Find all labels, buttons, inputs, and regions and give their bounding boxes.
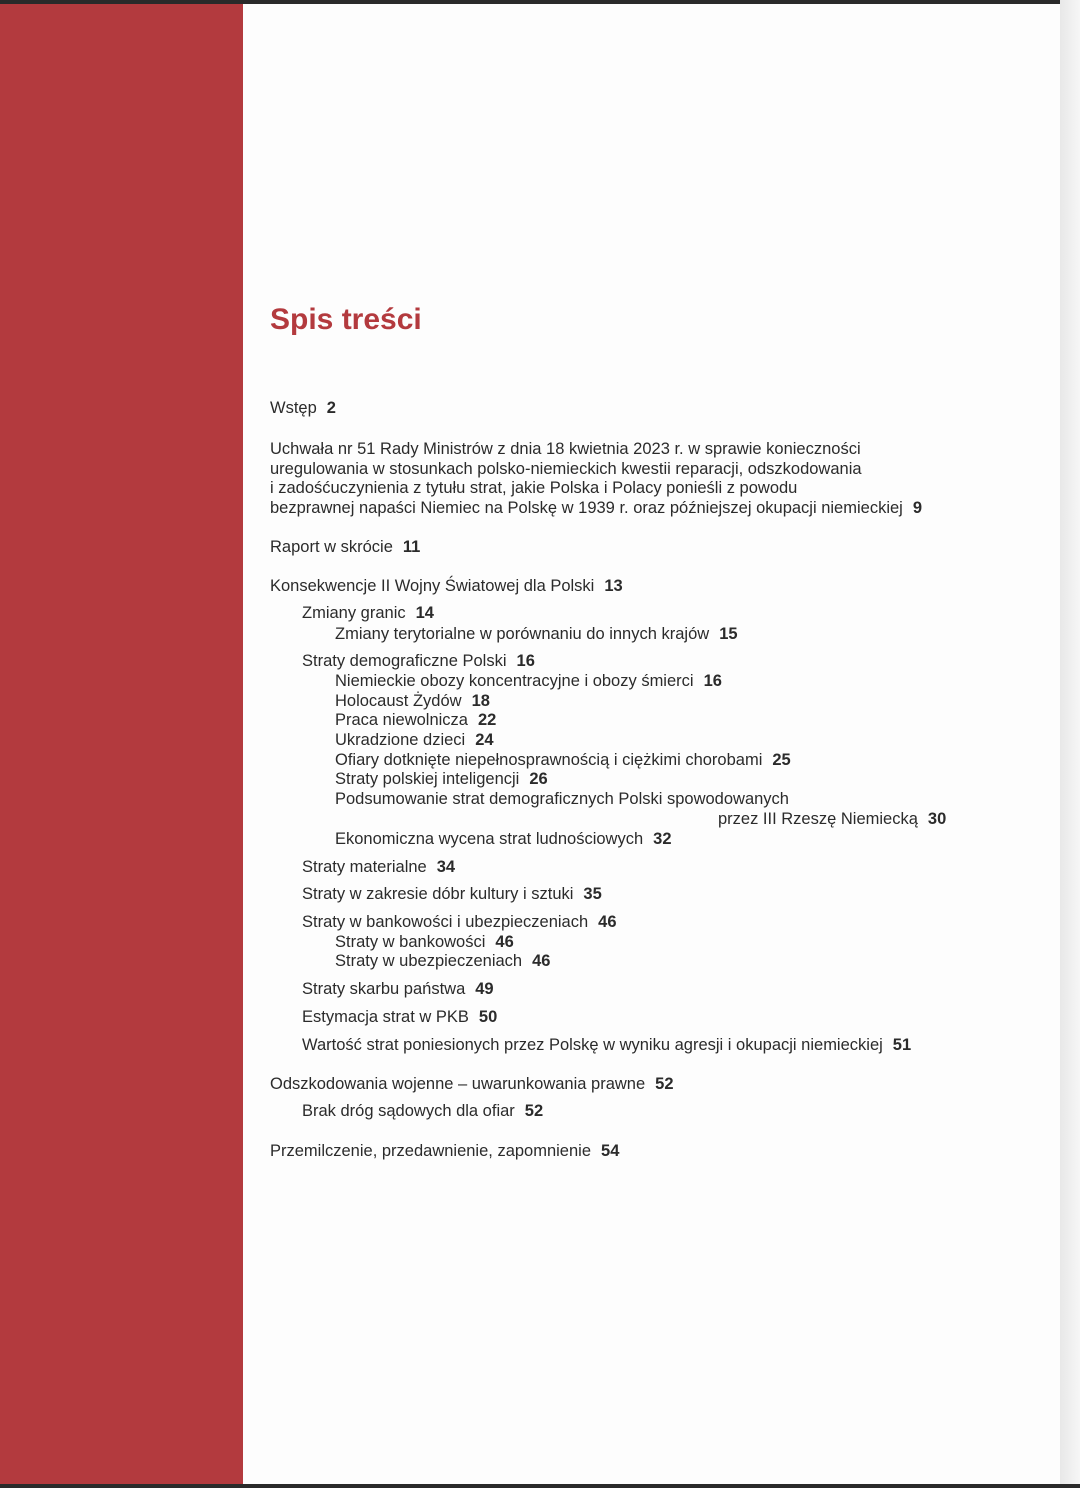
toc-page-number: 30 — [927, 810, 947, 828]
toc-entry-ofiary[interactable] — [335, 750, 791, 770]
toc-page-number: 46 — [598, 913, 617, 931]
toc-entry-dzieci[interactable] — [335, 730, 494, 750]
toc-entry-label-line: uregulowania w stosunkach polsko-niemieckich kwestii reparacji, odszkodowania — [270, 459, 862, 478]
toc-entry-label: Raport w skrócie — [270, 538, 393, 556]
toc-entry-uchwala[interactable] — [270, 440, 922, 518]
toc-entry-zmiany-granic[interactable] — [302, 603, 434, 623]
toc-page-number: 46 — [532, 952, 551, 970]
toc-page-number: 51 — [892, 1036, 912, 1054]
toc-entry-praca[interactable] — [335, 710, 496, 730]
toc-page-number: 50 — [478, 1008, 498, 1026]
toc-page-number: 32 — [653, 830, 672, 848]
page-title: Spis treści — [270, 303, 422, 336]
toc-entry-label-line: bezprawnej napaści Niemiec na Polskę w 1939 r. oraz późniejszej okupacji niemieckiej — [270, 498, 903, 517]
toc-entry-label: Wartość strat poniesionych przez Polskę w wyniku agresji i okupacji niemieckiej — [302, 1036, 883, 1054]
toc-entry-wstep[interactable] — [270, 398, 336, 418]
toc-entry-label: Brak dróg sądowych dla ofiar — [302, 1102, 515, 1120]
toc-entry-label: Ekonomiczna wycena strat ludnościowych — [335, 830, 644, 848]
toc-entry-label: Ofiary dotknięte niepełnosprawnością i ciężkimi chorobami — [335, 751, 763, 769]
toc-entry-label: Zmiany terytorialne w porównaniu do innych krajów — [335, 625, 710, 643]
toc-entry-materialne[interactable] — [302, 857, 455, 877]
red-side-band — [0, 4, 243, 1484]
toc-entry-raport[interactable] — [270, 537, 420, 557]
toc-entry-przemilczenie[interactable] — [270, 1141, 619, 1161]
toc-entry-label: Niemieckie obozy koncentracyjne i obozy śmierci — [335, 672, 694, 690]
toc-entry-skarb[interactable] — [302, 979, 494, 999]
toc-entry-zmiany-terytorialne[interactable] — [335, 624, 738, 644]
toc-entry-label: Straty materialne — [302, 858, 427, 876]
toc-page-number: 11 — [402, 538, 421, 556]
toc-page-number: 26 — [529, 770, 548, 788]
toc-entry-straty-demograficzne[interactable] — [302, 651, 535, 671]
toc-page-number: 35 — [583, 885, 602, 903]
toc-page-number: 2 — [326, 399, 336, 417]
toc-entry-inteligencja[interactable] — [335, 769, 548, 789]
toc-page-number: 15 — [719, 625, 738, 643]
scan-bottom-edge — [0, 1484, 1080, 1488]
toc-entry-label: Odszkodowania wojenne – uwarunkowania prawne — [270, 1075, 646, 1093]
toc-entry-bankowosc[interactable] — [335, 932, 514, 952]
toc-page-number: 24 — [475, 731, 494, 749]
toc-page-number: 34 — [436, 858, 456, 876]
toc-entry-obozy[interactable] — [335, 671, 722, 691]
toc-entry-label: Zmiany granic — [302, 604, 406, 622]
toc-page-number: 22 — [477, 711, 497, 729]
toc-entry-konsekwencje[interactable] — [270, 576, 623, 596]
toc-entry-pkb[interactable] — [302, 1007, 497, 1027]
toc-entry-label: Holocaust Żydów — [335, 692, 462, 710]
toc-page-number: 49 — [475, 980, 494, 998]
toc-entry-label-line: przez III Rzeszę Niemiecką — [718, 810, 918, 828]
toc-page-number: 18 — [471, 692, 490, 710]
toc-page-number: 52 — [524, 1102, 544, 1120]
toc-entry-label: Straty polskiej inteligencji — [335, 770, 520, 788]
toc-entry-wartosc[interactable] — [302, 1035, 911, 1055]
toc-entry-label: Straty w zakresie dóbr kultury i sztuki — [302, 885, 574, 903]
toc-entry-label: Praca niewolnicza — [335, 711, 468, 729]
toc-page-number: 16 — [516, 652, 535, 670]
toc-entry-label-line: i zadośćuczynienia z tytułu strat, jakie Polska i Polacy ponieśli z powodu — [270, 479, 798, 497]
toc-entry-drogi[interactable] — [302, 1101, 543, 1121]
toc-entry-label: Ukradzione dzieci — [335, 731, 466, 749]
toc-entry-label-line: Podsumowanie strat demograficznych Polski spowodowanych — [335, 790, 789, 808]
toc-page-number: 14 — [415, 604, 434, 622]
toc-page-number: 16 — [703, 672, 722, 690]
toc-entry-odszkodowania[interactable] — [270, 1074, 674, 1094]
toc-entry-label: Przemilczenie, przedawnienie, zapomnienie — [270, 1142, 592, 1160]
toc-entry-podsumowanie[interactable] — [335, 789, 789, 809]
toc-page-number: 13 — [604, 577, 623, 595]
toc-entry-label: Straty w bankowości — [335, 933, 486, 951]
toc-entry-holocaust[interactable] — [335, 691, 490, 711]
toc-page-number: 54 — [601, 1142, 620, 1160]
toc-entry-label: Straty skarbu państwa — [302, 980, 466, 998]
toc-entry-label: Straty w bankowości i ubezpieczeniach — [302, 913, 589, 931]
toc-entry-label: Straty w ubezpieczeniach — [335, 952, 523, 970]
toc-page-number: 52 — [655, 1075, 674, 1093]
toc-page-number: 9 — [912, 498, 923, 517]
page-right-edge — [1060, 0, 1080, 1488]
toc-entry-podsumowanie-continued[interactable] — [718, 809, 946, 829]
toc-entry-label: Konsekwencje II Wojny Światowej dla Polski — [270, 577, 595, 595]
toc-entry-bankowosc-ubezpieczenia[interactable] — [302, 912, 617, 932]
toc-entry-wycena[interactable] — [335, 829, 672, 849]
toc-page-number: 25 — [772, 751, 791, 769]
toc-page-number: 46 — [495, 933, 514, 951]
toc-entry-label-line: Uchwała nr 51 Rady Ministrów z dnia 18 kwietnia 2023 r. w sprawie konieczności — [270, 440, 861, 458]
toc-entry-kultura[interactable] — [302, 884, 602, 904]
toc-entry-ubezpieczenia[interactable] — [335, 951, 550, 971]
toc-entry-label: Wstęp — [270, 399, 317, 417]
toc-entry-label: Estymacja strat w PKB — [302, 1008, 469, 1026]
toc-entry-label: Straty demograficzne Polski — [302, 652, 507, 670]
